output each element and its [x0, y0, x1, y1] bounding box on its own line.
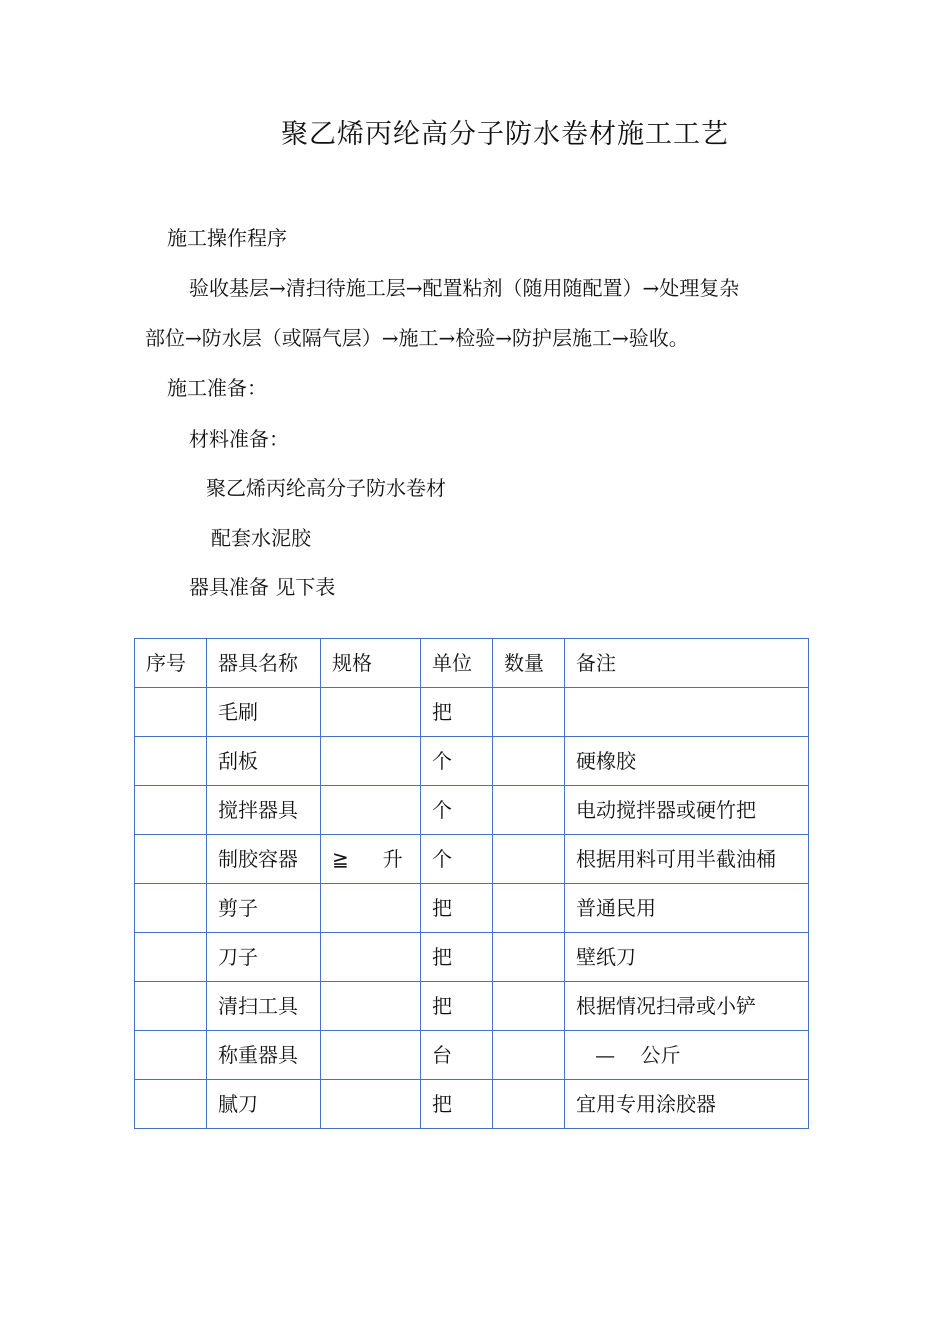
cell-qty	[493, 884, 565, 933]
cell-note: 根据情况扫帚或小铲	[565, 982, 809, 1031]
table-row	[135, 1031, 809, 1080]
cell-name: 清扫工具	[207, 982, 321, 1031]
cell-spec	[321, 982, 421, 1031]
cell-unit: 个	[421, 835, 493, 884]
cell-name: 刮板	[207, 737, 321, 786]
cell-no	[135, 982, 207, 1031]
cell-name: 腻刀	[207, 1080, 321, 1129]
table-row	[135, 982, 809, 1031]
cell-spec	[321, 1031, 421, 1080]
cell-qty	[493, 1031, 565, 1080]
cell-spec	[321, 933, 421, 982]
cell-no	[135, 1031, 207, 1080]
cell-qty	[493, 737, 565, 786]
cell-qty	[493, 982, 565, 1031]
cell-note: 电动搅拌器或硬竹把	[565, 786, 809, 835]
cell-no	[135, 688, 207, 737]
cell-no	[135, 786, 207, 835]
cell-name: 搅拌器具	[207, 786, 321, 835]
cell-spec	[321, 786, 421, 835]
tools-heading: 器具准备 见下表	[189, 575, 336, 599]
material-item-2: 配套水泥胶	[211, 526, 311, 550]
cell-name: 称重器具	[207, 1031, 321, 1080]
cell-unit: 把	[421, 1080, 493, 1129]
cell-note	[565, 688, 809, 737]
cell-note: 普通民用	[565, 884, 809, 933]
cell-name: 剪子	[207, 884, 321, 933]
header-cell-name: 器具名称	[207, 639, 321, 688]
header-cell-unit: 单位	[421, 639, 493, 688]
cell-no	[135, 737, 207, 786]
cell-qty	[493, 786, 565, 835]
table-row	[135, 933, 809, 982]
table-row	[135, 786, 809, 835]
section-heading-procedure: 施工操作程序	[167, 226, 287, 250]
header-cell-qty: 数量	[493, 639, 565, 688]
materials-heading: 材料准备：	[189, 427, 289, 451]
cell-spec	[321, 737, 421, 786]
table-row	[135, 737, 809, 786]
cell-qty	[493, 688, 565, 737]
table-row	[135, 688, 809, 737]
procedure-text-line-1: 验收基层→清扫待施工层→配置粘剂（随用随配置）→处理复杂	[189, 276, 740, 300]
cell-unit: 把	[421, 933, 493, 982]
cell-note: 壁纸刀	[565, 933, 809, 982]
cell-no	[135, 884, 207, 933]
cell-no	[135, 933, 207, 982]
cell-unit: 把	[421, 688, 493, 737]
cell-note: 硬橡胶	[565, 737, 809, 786]
cell-qty	[493, 1080, 565, 1129]
cell-spec	[321, 884, 421, 933]
cell-note: 根据用料可用半截油桶	[565, 835, 809, 884]
cell-unit: 个	[421, 786, 493, 835]
material-item-1: 聚乙烯丙纶高分子防水卷材	[206, 476, 446, 500]
spec-symbol: ≧	[332, 847, 349, 871]
procedure-text-line-2: 部位→防水层（或隔气层）→施工→检验→防护层施工→验收。	[145, 326, 689, 350]
section-heading-preparation: 施工准备：	[167, 376, 267, 400]
cell-name: 制胶容器	[207, 835, 321, 884]
cell-spec	[321, 688, 421, 737]
table-row	[135, 835, 809, 884]
cell-name: 刀子	[207, 933, 321, 982]
cell-unit: 个	[421, 737, 493, 786]
cell-unit: 把	[421, 982, 493, 1031]
table-header-row	[135, 639, 809, 688]
cell-no	[135, 835, 207, 884]
cell-qty	[493, 933, 565, 982]
cell-spec	[321, 1080, 421, 1129]
cell-unit: 台	[421, 1031, 493, 1080]
table-row	[135, 1080, 809, 1129]
header-cell-spec: 规格	[321, 639, 421, 688]
cell-note: 宜用专用涂胶器	[565, 1080, 809, 1129]
cell-name: 毛刷	[207, 688, 321, 737]
document-title: 聚乙烯丙纶高分子防水卷材施工工艺	[281, 119, 729, 150]
cell-unit: 把	[421, 884, 493, 933]
spec-unit-text: 升	[382, 847, 403, 871]
header-cell-no: 序号	[135, 639, 207, 688]
cell-qty	[493, 835, 565, 884]
header-cell-note: 备注	[565, 639, 809, 688]
table-row	[135, 884, 809, 933]
cell-spec	[321, 835, 421, 884]
tools-table	[134, 638, 809, 1129]
cell-no	[135, 1080, 207, 1129]
cell-note: — 公斤	[565, 1031, 809, 1080]
